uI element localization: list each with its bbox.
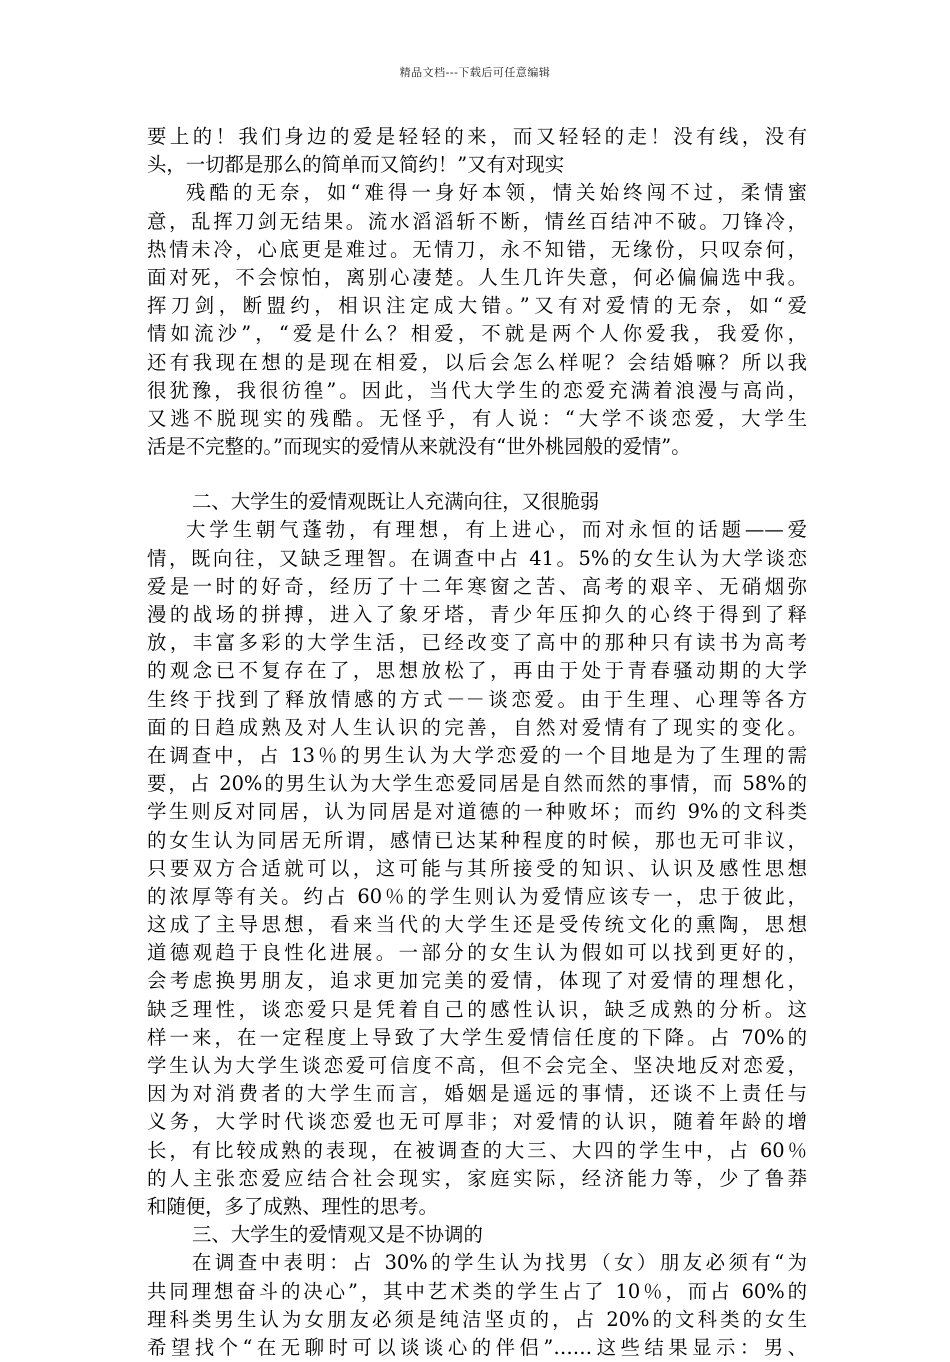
page-header: 精品文档---下载后可任意编辑 xyxy=(399,66,551,79)
text-line: 在调查中，占 13％的男生认为大学恋爱的一个目地是为了生理的需 xyxy=(147,743,807,767)
text-line: 挥刀剑，断盟约，相识注定成大错。”又有对爱情的无奈，如“爱 xyxy=(147,294,807,318)
text-line: 的浓厚等有关。约占 60％的学生则认为爱情应该专一，忠于彼此， xyxy=(147,884,807,908)
text-line: 这成了主导思想，看来当代的大学生还是受传统文化的熏陶，思想 xyxy=(147,913,807,937)
text-line: 漫的战场的拼搏，进入了象牙塔，青少年压抑久的心终于得到了释 xyxy=(147,603,807,626)
text-line: 热情未冷，心底更是难过。无情刀，永不知错，无缘份，只叹奈何， xyxy=(147,237,807,261)
text-line: 道德观趋于良性化进展。一部分的女生认为假如可以找到更好的， xyxy=(147,941,807,965)
text-line: 学生认为大学生谈恋爱可信度不高，但不会完全、坚决地反对恋爱， xyxy=(147,1054,807,1077)
text-line: 活是不完整的。”而现实的爱情从来就没有“世外桃园般的爱情”。 xyxy=(147,435,691,459)
text-line: 面的日趋成熟及对人生认识的完善，自然对爱情有了现实的变化。 xyxy=(147,715,807,739)
text-line: 放，丰富多彩的大学生活，已经改变了高中的那种只有读书为高考 xyxy=(147,631,807,655)
text-line: 情，既向往，又缺乏理智。在调查中占 41。5%的女生认为大学谈恋 xyxy=(147,546,807,570)
text-line: 意，乱挥刀剑无结果。流水滔滔斩不断，情丝百结冲不破。刀锋冷， xyxy=(147,209,807,233)
text-line: 的人主张恋爱应结合社会现实，家庭实际，经济能力等，少了鲁莽 xyxy=(147,1166,807,1190)
text-line: 还有我现在想的是现在相爱，以后会怎么样呢？会结婚嘛？所以我 xyxy=(147,350,807,374)
text-line: 生终于找到了释放情感的方式－－谈恋爱。由于生理、心理等各方 xyxy=(147,687,807,711)
text-line: 很犹豫，我很彷徨”。因此，当代大学生的恋爱充满着浪漫与高尚， xyxy=(147,378,807,402)
text-line: 学生则反对同居，认为同居是对道德的一种败坏；而约 9%的文科类 xyxy=(147,800,807,824)
text-line: 理科类男生认为女朋友必须是纯洁坚贞的，占 20%的文科类的女生 xyxy=(147,1307,807,1331)
text-line: 长，有比较成熟的表现，在被调查的大三、大四的学生中，占 60％ xyxy=(147,1138,807,1162)
text-line: 要，占 20%的男生认为大学生恋爱同居是自然而然的事情，而 58%的 xyxy=(147,772,807,796)
text-line: 残酷的无奈，如“难得一身好本领，情关始终闯不过，柔情蜜 xyxy=(186,181,807,205)
text-line: 面对死，不会惊怕，离别心凄楚。人生几许失意，何必偏偏选中我。 xyxy=(147,265,807,289)
text-line: 大学生朝气蓬勃，有理想，有上进心，而对永恒的话题——爱 xyxy=(186,518,807,542)
text-line: 爱是一时的好奇，经历了十二年寒窗之苦、高考的艰辛、无硝烟弥 xyxy=(147,574,807,598)
text-line: 缺乏理性，谈恋爱只是凭着自己的感性认识，缺乏成熟的分析。这 xyxy=(147,997,807,1021)
text-line: 情如流沙”，“爱是什么？相爱，不就是两个人你爱我，我爱你， xyxy=(147,322,807,346)
section-heading: 三、大学生的爱情观又是不协调的 xyxy=(192,1223,483,1247)
text-line: 共同理想奋斗的决心”，其中艺术类的学生占了 10％，而占 60%的 xyxy=(147,1279,807,1303)
text-line: 只要双方合适就可以，这可能与其所接受的知识、认识及感性思想 xyxy=(147,856,807,880)
text-line: 义务，大学时代谈恋爱也无可厚非；对爱情的认识，随着年龄的增 xyxy=(147,1110,807,1134)
document-body xyxy=(147,123,807,1362)
text-line: 的观念已不复存在了，思想放松了，再由于处于青春骚动期的大学 xyxy=(147,659,807,683)
text-line: 又逃不脱现实的残酷。无怪乎，有人说：“大学不谈恋爱，大学生 xyxy=(147,406,807,430)
text-line: 要上的！我们身边的爱是轻轻的来，而又轻轻的走！没有线，没有 xyxy=(147,125,807,148)
text-line: 在调查中表明：占 30%的学生认为找男（女）朋友必须有“为 xyxy=(192,1251,807,1275)
text-line: 希望找个“在无聊时可以谈谈心的伴侣”……这些结果显示：男、 xyxy=(147,1335,807,1359)
text-line: 的女生认为同居无所谓，感情已达某种程度的时候，那也无可非议， xyxy=(147,828,807,852)
text-line: 头，一切都是那么的简单而又简约！”又有对现实 xyxy=(147,153,565,177)
text-line: 会考虑换男朋友，追求更加完美的爱情，体现了对爱情的理想化， xyxy=(147,969,807,993)
section-heading: 二、大学生的爱情观既让人充满向往，又很脆弱 xyxy=(192,490,600,514)
text-line: 和随便，多了成熟、理性的思考。 xyxy=(147,1194,438,1218)
text-line: 样一来，在一定程度上导致了大学生爱情信任度的下降。占 70%的 xyxy=(147,1025,807,1049)
text-line: 因为对消费者的大学生而言，婚姻是遥远的事情，还谈不上责任与 xyxy=(147,1082,807,1106)
